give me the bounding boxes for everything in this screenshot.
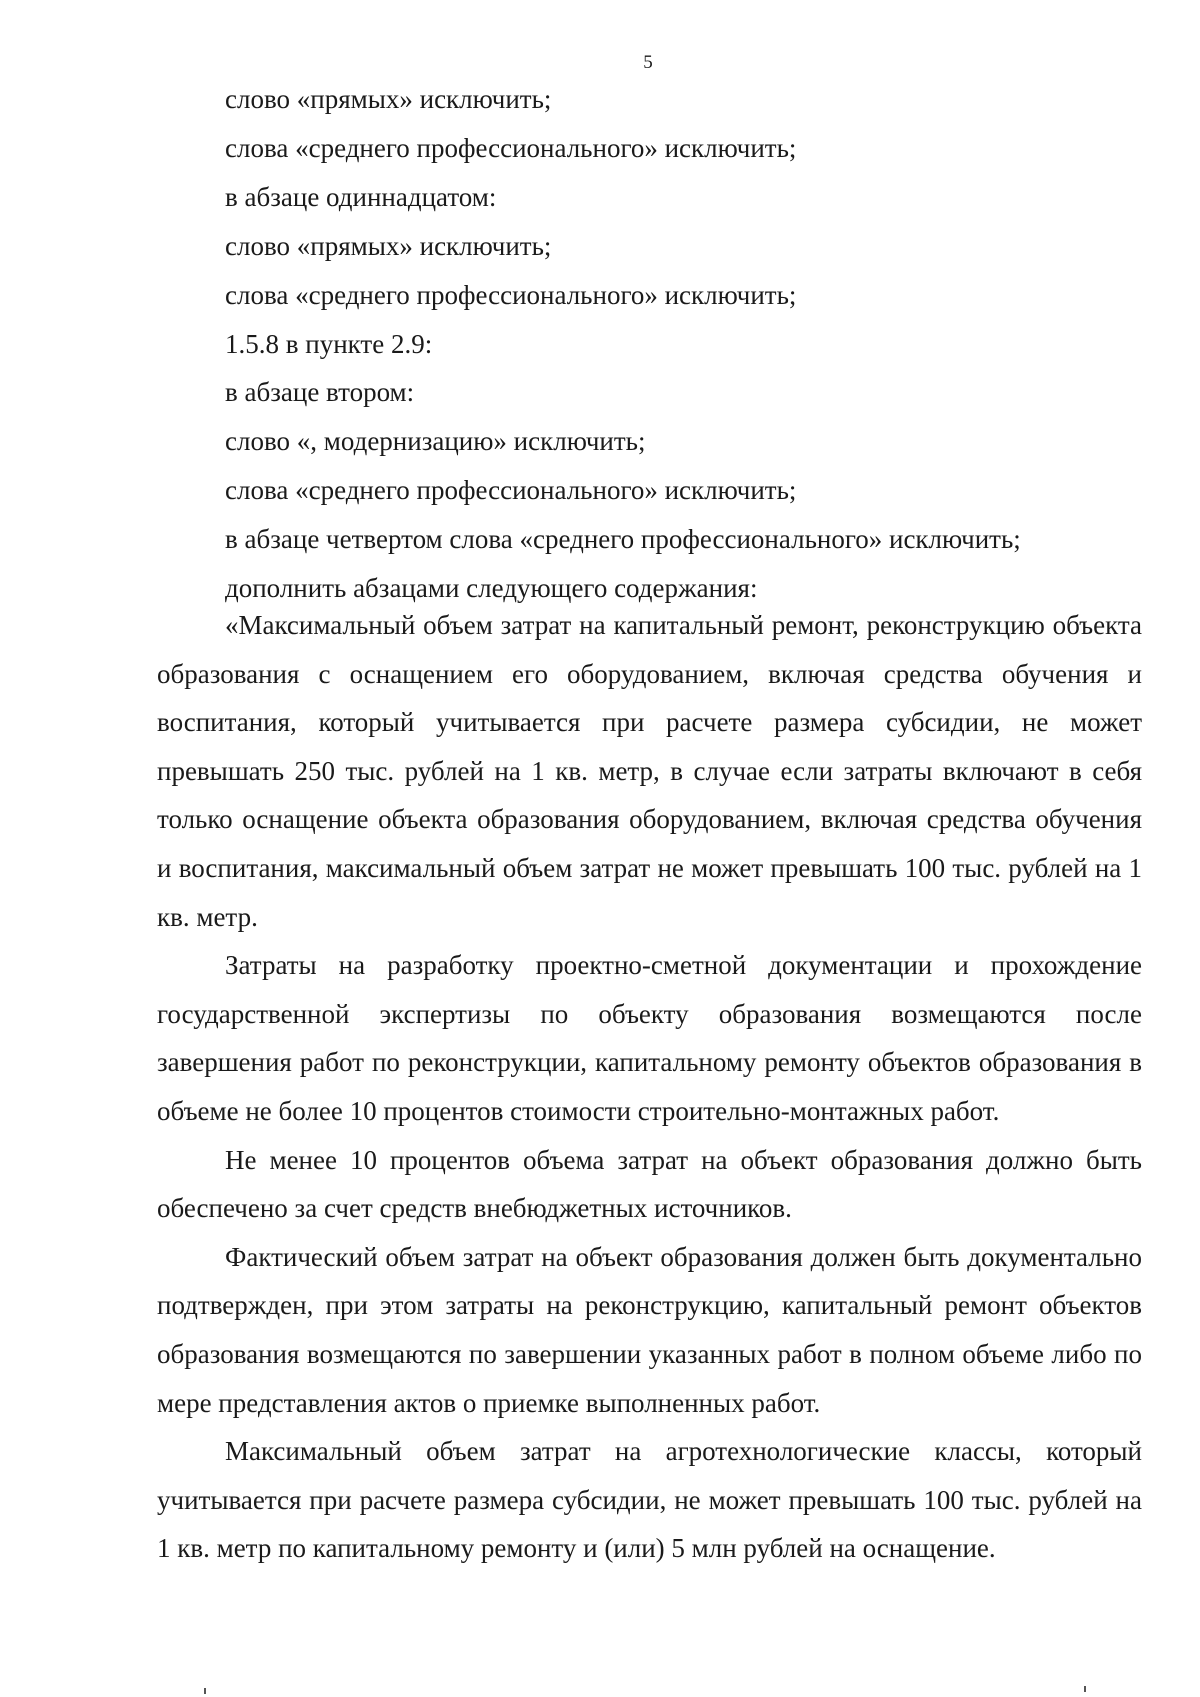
amendment-list — [225, 75, 1145, 613]
amendment-line: слово «прямых» исключить; — [225, 230, 552, 261]
amendment-line: дополнить абзацами следующего содержания: — [225, 573, 758, 604]
paragraph: Фактический объем затрат на объект образования должен быть документально подтвержден, при этом затраты на реконструкцию, капитальный ремонт объектов образования возмещаются по завершении указанных работ в полном объеме либо по мере представления актов о приемке выполненных работ. — [157, 1241, 1142, 1418]
amendment-line: слова «среднего профессионального» исключить; — [225, 132, 797, 163]
amendment-line: в абзаце одиннадцатом: — [225, 181, 497, 212]
scan-artifact-right — [1084, 1686, 1086, 1692]
body-text — [157, 601, 1142, 1573]
amendment-line: в абзаце четвертом слова «среднего профессионального» исключить; — [225, 524, 1021, 555]
amendment-line: слово «, модернизацию» исключить; — [225, 426, 646, 457]
amendment-line: в абзаце втором: — [225, 377, 415, 408]
amendment-line: 1.5.8 в пункте 2.9: — [225, 328, 433, 359]
amendment-line: слово «прямых» исключить; — [225, 84, 552, 114]
paragraph: «Максимальный объем затрат на капитальный ремонт, реконструкцию объекта образования с оснащением его оборудованием, включая средства обучения и воспитания, который учитывается при расчете размера субсидии, не может превышать 250 тыс. рублей на 1 кв. метр, в случае если затраты включают в себя только оснащение объекта образования оборудованием, включая средства обучения и воспитания, максимальный объем затрат не может превышать 100 тыс. рублей на 1 кв. метр. — [157, 610, 1142, 932]
paragraph: Не менее 10 процентов объема затрат на объект образования должно быть обеспечено за счет средств внебюджетных источников. — [157, 1144, 1142, 1224]
paragraph: Затраты на разработку проектно-сметной документации и прохождение государственной экспертизы по объекту образования возмещаются после завершения работ по реконструкции, капитальному ремонту объектов образования в объеме не более 10 процентов стоимости строительно-монтажных работ. — [157, 950, 1142, 1126]
paragraph: Максимальный объем затрат на агротехнологические классы, который учитывается при расчете размера субсидии, не может превышать 100 тыс. рублей на 1 кв. метр по капитальному ремонту и (или) 5 млн рублей на оснащение. — [157, 1436, 1142, 1564]
amendment-line: слова «среднего профессионального» исключить; — [225, 279, 797, 310]
page-number: 5 — [643, 52, 653, 73]
scan-artifact-left — [204, 1688, 206, 1694]
amendment-line: слова «среднего профессионального» исключить; — [225, 475, 797, 506]
